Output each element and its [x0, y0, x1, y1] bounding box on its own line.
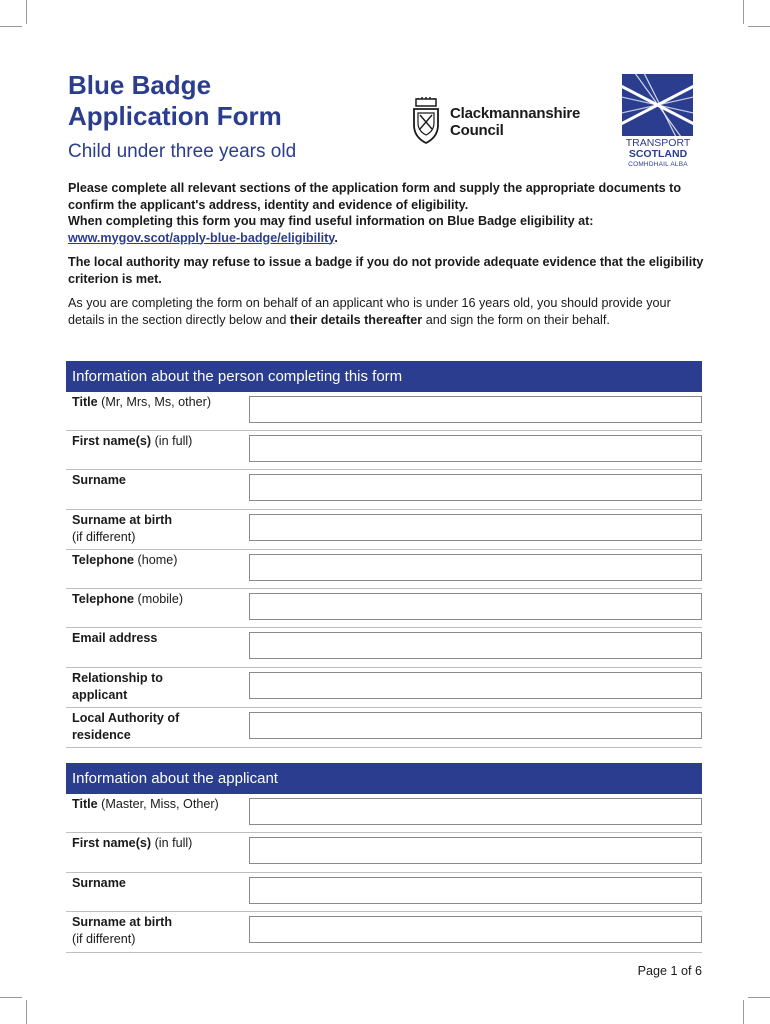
- label-bold: Telephone: [72, 553, 135, 567]
- field-label: [72, 433, 247, 450]
- label-normal: (Mr, Mrs, Ms, other): [97, 395, 212, 409]
- intro-text-3a: As you are completing the form on behalf of an applicant who is under 16 years old, you should provide your details in the section directly below and: [68, 296, 671, 327]
- form-row: [66, 912, 702, 953]
- intro-text-3-bold: their details thereafter: [289, 312, 423, 327]
- label-normal: (in full): [151, 836, 193, 850]
- telephone-home-input[interactable]: [249, 554, 702, 581]
- intro-text-1b: [68, 213, 708, 246]
- email-input[interactable]: [249, 632, 702, 659]
- council-name-line1: Clackmannanshire: [450, 105, 581, 122]
- section-heading-person-completing: Information about the person completing this form: [66, 361, 702, 392]
- form-row: [66, 470, 702, 510]
- form-row: [66, 668, 702, 708]
- label-bold: Telephone: [72, 592, 135, 606]
- council-name: [450, 105, 580, 139]
- form-row: [66, 833, 702, 873]
- label-bold: Title: [72, 395, 98, 409]
- transport-scotland-logo: [622, 74, 694, 174]
- intro-paragraph-2: The local authority may refuse to issue a badge if you do not provide adequate evidence that the eligibility criterion is met.: [68, 255, 704, 286]
- section-heading-applicant: Information about the applicant: [66, 763, 702, 794]
- form-row: [66, 550, 702, 589]
- field-label: [72, 914, 247, 947]
- label-bold: Local Authority of residence: [72, 711, 180, 742]
- page-title: [68, 70, 282, 132]
- crop-mark: [26, 0, 27, 24]
- page-number: Page 1 of 6: [637, 964, 702, 978]
- first-name-input[interactable]: [249, 435, 702, 462]
- label-normal: (in full): [151, 434, 193, 448]
- council-name-line2: Council: [450, 122, 504, 139]
- label-bold: Surname: [72, 876, 126, 890]
- applicant-surname-input[interactable]: [249, 877, 702, 904]
- applicant-title-input[interactable]: [249, 798, 702, 825]
- field-label: [72, 552, 247, 569]
- form-row: [66, 589, 702, 628]
- field-label: [72, 591, 247, 608]
- field-label: [72, 710, 212, 743]
- form-row: [66, 794, 702, 833]
- council-crest-icon: [410, 97, 442, 145]
- telephone-mobile-input[interactable]: [249, 593, 702, 620]
- crop-mark: [748, 26, 770, 27]
- intro-paragraph-1: [68, 180, 708, 246]
- transport-scotland-mark-icon: [622, 74, 693, 136]
- crop-mark: [743, 0, 744, 24]
- transport-text-2: SCOTLAND: [628, 148, 688, 160]
- intro-text-3b: and sign the form on their behalf.: [422, 312, 610, 327]
- council-logo: [410, 97, 610, 147]
- label-bold: First name(s): [72, 836, 152, 850]
- label-bold: Surname at birth: [72, 513, 173, 527]
- label-normal: (if different): [72, 931, 136, 946]
- intro-paragraph-3: [68, 295, 708, 328]
- intro-text-1b-lead: When completing this form you may find useful information on Blue Badge eligibility at:: [68, 214, 594, 228]
- title-input[interactable]: [249, 396, 702, 423]
- form-row: [66, 431, 702, 470]
- surname-at-birth-input[interactable]: [249, 514, 702, 541]
- crop-mark: [0, 26, 22, 27]
- page-subtitle: Child under three years old: [68, 141, 297, 162]
- label-bold: Surname at birth: [72, 915, 173, 929]
- form-row: [66, 628, 702, 668]
- intro-text: [68, 180, 708, 328]
- field-label: [72, 512, 247, 545]
- applicant-first-name-input[interactable]: [249, 837, 702, 864]
- applicant-surname-at-birth-input[interactable]: [249, 916, 702, 943]
- intro-text-1: Please complete all relevant sections of the application form and supply the appropriate documents to confirm the applicant's address, identity and evidence of eligibility.: [68, 181, 682, 212]
- label-bold: Relationship to applicant: [72, 671, 163, 702]
- label-normal: (home): [134, 553, 178, 567]
- field-label: [72, 472, 247, 489]
- label-bold: Title: [72, 797, 98, 811]
- label-normal: (Master, Miss, Other): [97, 797, 219, 811]
- label-bold: Surname: [72, 473, 126, 487]
- crop-mark: [26, 1000, 27, 1024]
- label-normal: (if different): [72, 529, 136, 544]
- field-label: [72, 835, 247, 852]
- field-label: [72, 630, 247, 647]
- relationship-input[interactable]: [249, 672, 702, 699]
- transport-text-1: TRANSPORT: [625, 137, 691, 149]
- label-bold: Email address: [72, 631, 158, 645]
- field-label: [72, 394, 247, 411]
- link-suffix: .: [334, 230, 338, 245]
- label-normal: (mobile): [134, 592, 184, 606]
- form-row: [66, 392, 702, 431]
- title-line-1: Blue Badge: [68, 70, 212, 100]
- local-authority-input[interactable]: [249, 712, 702, 739]
- form-row: [66, 708, 702, 748]
- crop-mark: [743, 1000, 744, 1024]
- transport-text-3: COMHDHAIL ALBA: [628, 161, 688, 168]
- surname-input[interactable]: [249, 474, 702, 501]
- form-row: [66, 510, 702, 550]
- label-bold: First name(s): [72, 434, 152, 448]
- field-label: [72, 670, 202, 703]
- field-label: [72, 875, 247, 892]
- field-label: [72, 796, 247, 813]
- title-line-2: Application Form: [68, 101, 282, 131]
- crop-mark: [0, 997, 22, 998]
- eligibility-link[interactable]: www.mygov.scot/apply-blue-badge/eligibility: [68, 230, 335, 245]
- form-row: [66, 873, 702, 912]
- crop-mark: [748, 997, 770, 998]
